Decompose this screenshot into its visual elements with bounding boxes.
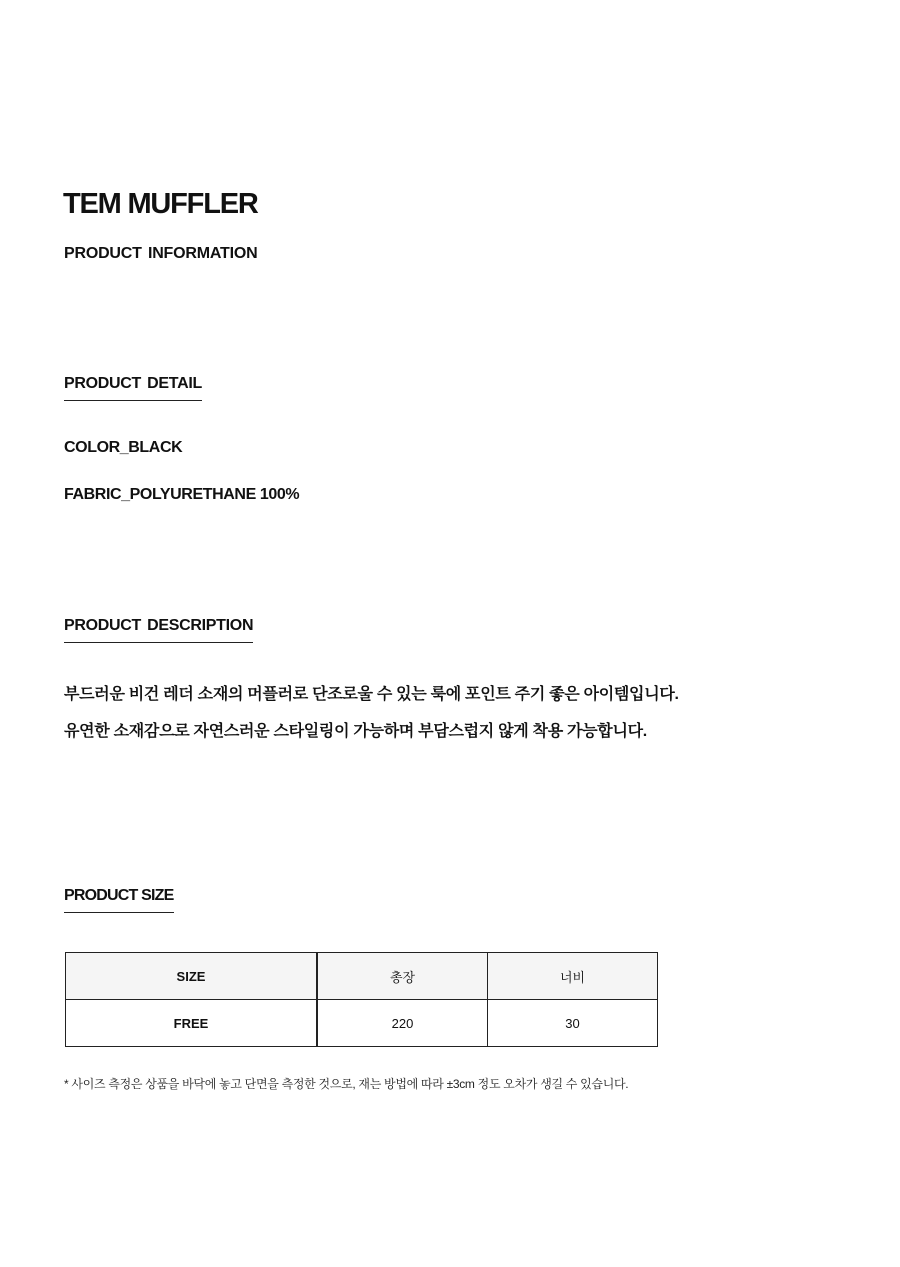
column-header-length: 총장: [317, 953, 488, 1000]
fabric-detail: FABRIC_POLYURETHANE 100%: [64, 486, 300, 503]
width-cell: 30: [488, 1000, 658, 1047]
size-table: [65, 952, 658, 1047]
column-header-width: 너비: [488, 953, 658, 1000]
product-title: TEM MUFFLER: [63, 188, 258, 220]
product-size-heading: PRODUCT SIZE: [64, 887, 174, 913]
product-information-label: PRODUCT INFORMATION: [64, 245, 258, 262]
column-header-size: SIZE: [66, 953, 318, 1000]
color-detail: COLOR_BLACK: [64, 439, 183, 456]
product-description-heading: PRODUCT DESCRIPTION: [64, 617, 253, 643]
table-header-row: [66, 953, 658, 1000]
description-line: 유연한 소재감으로 자연스러운 스타일링이 가능하며 부담스럽지 않게 착용 가능합니다.: [64, 723, 647, 740]
length-cell: 220: [317, 1000, 488, 1047]
size-cell: FREE: [66, 1000, 318, 1047]
product-detail-heading: PRODUCT DETAIL: [64, 375, 202, 401]
table-row: [66, 1000, 658, 1047]
description-line: 부드러운 비건 레더 소재의 머플러로 단조로울 수 있는 룩에 포인트 주기 좋은 아이템입니다.: [64, 686, 679, 703]
size-note: * 사이즈 측정은 상품을 바닥에 놓고 단면을 측정한 것으로, 재는 방법에 따라 ±3cm 정도 오차가 생길 수 있습니다.: [64, 1077, 629, 1091]
